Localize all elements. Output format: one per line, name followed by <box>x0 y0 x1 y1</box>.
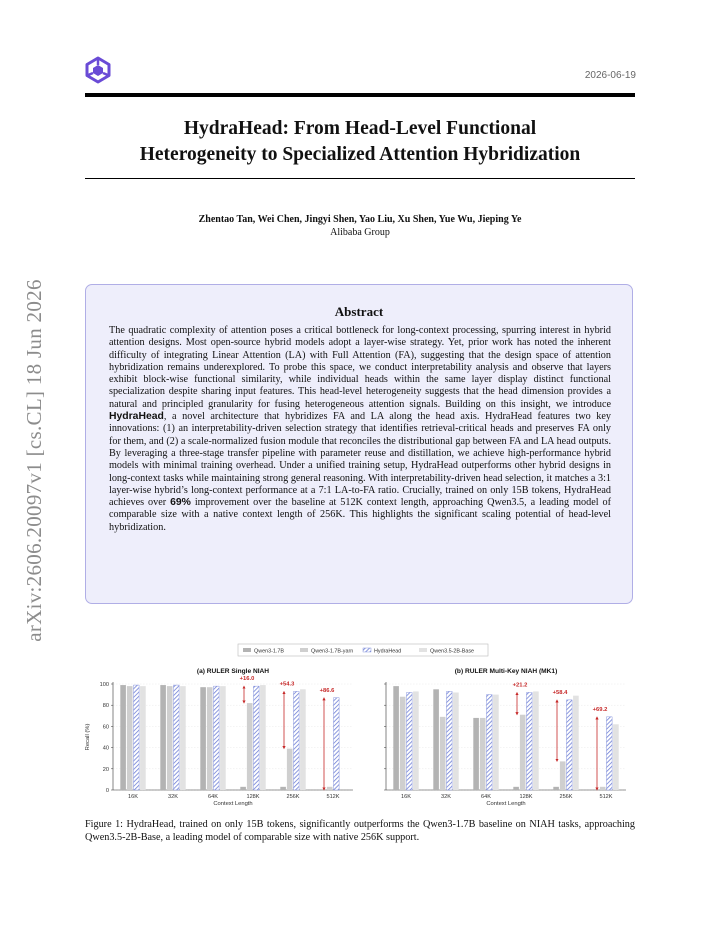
title-line-2: Heterogeneity to Specialized Attention Hybridization <box>139 144 581 165</box>
chart-title: (b) RULER Multi-Key NIAH (MK1) <box>454 668 558 675</box>
bar <box>287 749 293 790</box>
bar <box>134 685 140 790</box>
x-tick-label: 32K <box>441 794 451 800</box>
bar <box>487 695 493 790</box>
bar <box>207 687 213 790</box>
bar <box>260 685 266 790</box>
bar <box>513 787 519 790</box>
x-tick-label: 256K <box>286 794 300 800</box>
y-tick-label: 0 <box>105 788 109 794</box>
bar <box>407 692 413 790</box>
bar <box>527 692 533 790</box>
figure-1 <box>80 640 640 812</box>
y-tick-label: 40 <box>102 745 109 752</box>
x-tick-label: 512K <box>326 794 340 800</box>
figure-caption: Figure 1: HydraHead, trained on only 15B tokens, significantly outperforms the Qwen3-1.7B baseline on NIAH tasks, approaching Qwen3.5-2B-Base, a leading model of comparable size with native 256K support. <box>85 819 635 843</box>
bar <box>473 718 479 790</box>
x-tick-label: 256K <box>559 794 573 800</box>
bar <box>174 685 180 790</box>
bar <box>280 787 286 790</box>
legend-swatch <box>243 648 251 652</box>
bar <box>553 787 559 790</box>
legend-swatch <box>419 648 427 652</box>
figure-legend <box>238 644 488 656</box>
bar <box>447 691 453 790</box>
x-axis-label: Context Length <box>213 801 253 807</box>
top-rule <box>85 93 635 97</box>
bar <box>294 691 300 790</box>
bar <box>240 787 246 790</box>
bar <box>453 692 459 790</box>
x-tick-label: 16K <box>128 794 138 800</box>
title-line-1: HydraHead: From Head-Level Functional <box>183 118 537 139</box>
bar <box>300 689 306 790</box>
bar <box>433 689 439 790</box>
bar <box>573 696 579 790</box>
chart-title: (a) RULER Single NIAH <box>196 668 270 675</box>
bar <box>214 686 220 790</box>
legend-swatch <box>300 648 308 652</box>
delta-label: +21.2 <box>512 682 528 689</box>
bar <box>400 697 406 790</box>
x-tick-label: 512K <box>599 794 613 800</box>
bar <box>600 787 606 790</box>
legend-label: Qwen3-1.7B-yarn <box>311 648 354 655</box>
bar <box>480 718 486 790</box>
bar <box>560 761 566 790</box>
bar <box>200 687 206 790</box>
x-tick-label: 128K <box>519 794 533 800</box>
bar <box>440 717 446 790</box>
delta-label: +16.0 <box>239 676 255 683</box>
bar <box>140 686 146 790</box>
delta-label: +86.6 <box>319 687 335 694</box>
bar <box>167 686 173 790</box>
legend-label: Qwen3.5-2B-Base <box>430 648 475 655</box>
x-axis-label: Context Length <box>486 801 526 807</box>
bar <box>493 695 499 790</box>
bar <box>567 700 573 790</box>
abstract-body: The quadratic complexity of attention poses a critical bottleneck for long-context processing, spurring interest in hybrid attention designs. Most open-source hybrid models adopt a layer-wise strategy. Yet, prior work has noted the inherent difficulty of integrating Linear Attention (LA) with Full Attention (FA), suggesting that the design space of attention hybridization remains underexplored. To probe this space, we conduct interpretability analysis and observe that layers exhibit block-wise functional similarity, while individual heads within the same layer display distinct functional specialization despite sharing input features. This head-level heterogeneity suggests that the head dimension provides a natural and principled granularity for fusing heterogeneous attention signals. Building on this insight, we introduce HydraHead, a novel architecture that hybridizes FA and LA along the head axis. HydraHead features two key innovations: (1) an interpretability-driven selection strategy that identifies retrieval-critical heads and preserves FA only for them, and (2) a scale-normalized fusion module that reconciles the distributional gap between FA and LA head outputs. By leveraging a three-stage transfer pipeline with parameter reuse and distillation, we achieve high-performance hybrid models with minimal training overhead. Under a unified training setup, HydraHead outperforms other hybrid designs in long-context tasks while maintaining strong general reasoning. With interpretability-driven head selection, it matches a 3:1 layer-wise hybrid’s long-context performance at a 7:1 LA-to-FA ratio. Crucially, trained on only 15B tokens, HydraHead achieves over 69% improvement over the baseline at 512K context length, approaching Qwen3.5, a leading model of comparable size with a native context length of 256K. This highlights the significant scaling potential of head-level hybridization. <box>109 325 611 533</box>
bar <box>334 698 340 790</box>
model-name: HydraHead <box>109 411 164 423</box>
bar <box>533 691 539 790</box>
delta-label: +54.3 <box>279 681 295 688</box>
legend-swatch <box>363 648 371 652</box>
arxiv-identifier: arXiv:2606.20097v1 [cs.CL] 18 Jun 2026 <box>21 278 46 642</box>
affiliation: Alibaba Group <box>330 227 390 238</box>
bar <box>393 686 399 790</box>
bar <box>220 686 226 790</box>
legend-label: HydraHead <box>374 648 402 655</box>
bar <box>413 691 419 790</box>
x-tick-label: 16K <box>401 794 411 800</box>
delta-label: +69.2 <box>592 706 608 713</box>
bar <box>254 686 260 790</box>
chart-single-niah <box>85 668 353 807</box>
y-tick-label: 60 <box>102 724 109 731</box>
x-tick-label: 64K <box>481 794 491 800</box>
chart-multikey-niah <box>384 668 626 807</box>
paper-title <box>85 116 635 168</box>
bar <box>127 686 133 790</box>
author-list: Zhentao Tan, Wei Chen, Jingyi Shen, Yao Liu, Xu Shen, Yue Wu, Jieping Ye <box>198 214 522 225</box>
bar <box>607 717 613 790</box>
bar <box>327 787 333 790</box>
y-tick-label: 100 <box>99 682 109 688</box>
legend-label: Qwen3-1.7B <box>254 648 284 655</box>
qwen-logo-icon <box>84 56 112 84</box>
bar <box>247 703 253 790</box>
publication-date: 2026-06-19 <box>584 70 636 81</box>
y-axis-label: Recall (%) <box>85 723 91 751</box>
x-tick-label: 32K <box>168 794 178 800</box>
title-rule <box>85 178 635 179</box>
delta-label: +58.4 <box>552 689 568 696</box>
bar <box>160 685 166 790</box>
bar <box>520 715 526 790</box>
x-tick-label: 128K <box>246 794 260 800</box>
x-tick-label: 64K <box>208 794 218 800</box>
improvement-percent: 69% <box>170 497 191 509</box>
bar <box>120 685 126 790</box>
bar <box>180 686 186 790</box>
abstract-heading: Abstract <box>334 304 384 319</box>
bar <box>613 724 619 790</box>
y-tick-label: 80 <box>102 703 109 710</box>
y-tick-label: 20 <box>102 766 109 773</box>
